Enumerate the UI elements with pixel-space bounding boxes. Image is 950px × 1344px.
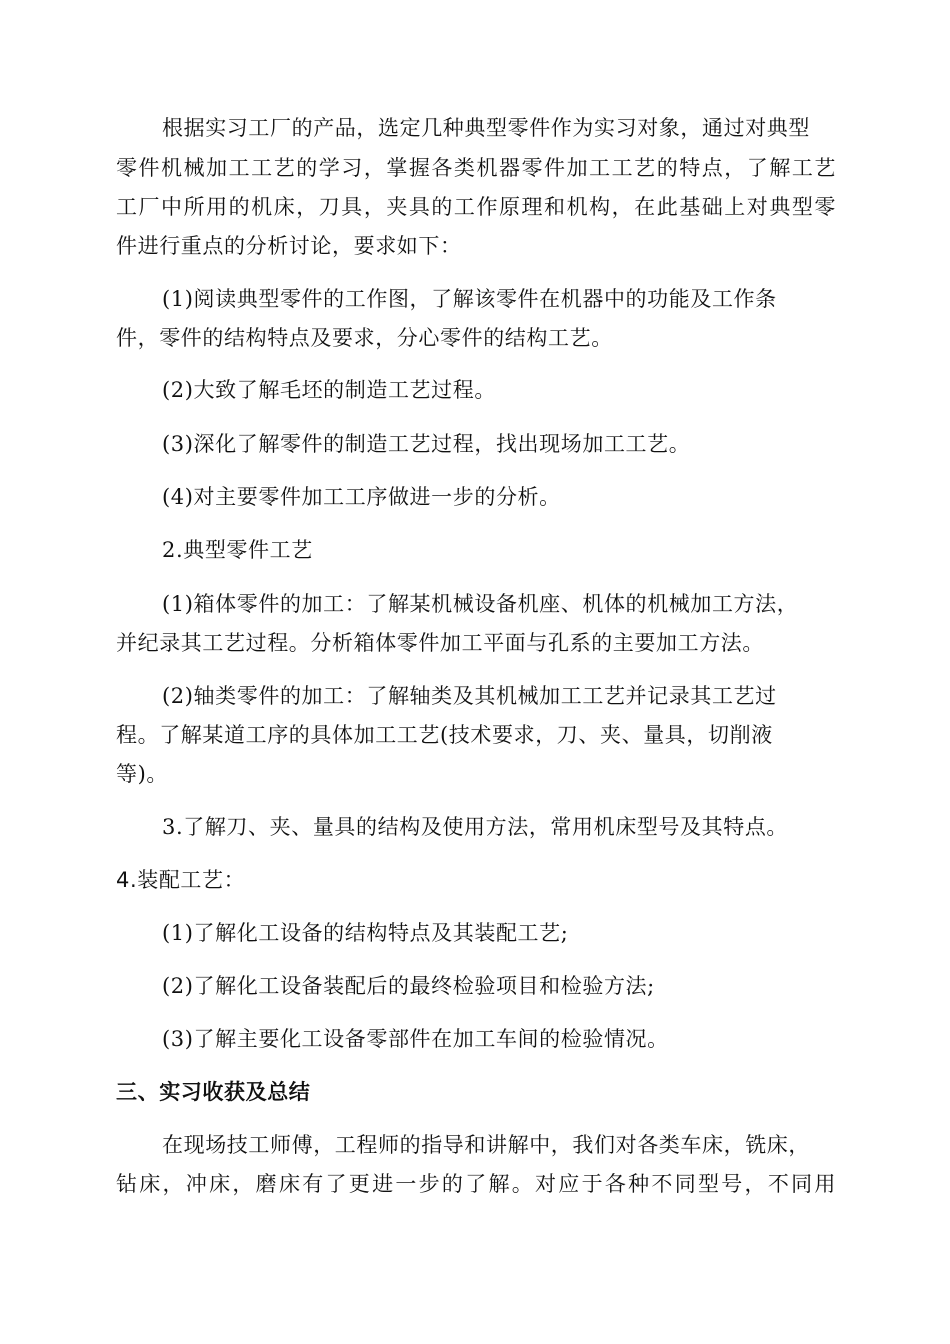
list-item-line: (1)箱体零件的加工：了解某机械设备机座、机体的机械加工方法， bbox=[162, 592, 799, 616]
list-item-line: (2)轴类零件的加工：了解轴类及其机械加工工艺并记录其工艺过 bbox=[162, 684, 777, 708]
text-line: 件进行重点的分析讨论，要求如下： bbox=[116, 234, 462, 258]
list-item-line: (1)了解化工设备的结构特点及其装配工艺; bbox=[162, 921, 569, 945]
list-item-line: (1)阅读典型零件的工作图，了解该零件在机器中的功能及工作条 bbox=[162, 287, 777, 311]
list-item-line: (3)了解主要化工设备零部件在加工车间的检验情况。 bbox=[162, 1027, 669, 1051]
list-item-line: 件，零件的结构特点及要求，分心零件的结构工艺。 bbox=[116, 326, 613, 350]
section-heading: 三、实习收获及总结 bbox=[116, 1080, 311, 1104]
text-line: 根据实习工厂的产品，选定几种典型零件作为实习对象，通过对典型 bbox=[162, 116, 810, 140]
section-subheading: 3.了解刀、夹、量具的结构及使用方法，常用机床型号及其特点。 bbox=[162, 815, 789, 839]
section-subheading: 4.装配工艺： bbox=[116, 868, 246, 892]
list-item-line: 程。了解某道工序的具体加工工艺(技术要求，刀、夹、量具，切削液 bbox=[116, 723, 773, 747]
list-item-line: 并纪录其工艺过程。分析箱体零件加工平面与孔系的主要加工方法。 bbox=[116, 631, 764, 655]
list-item-line: (3)深化了解零件的制造工艺过程，找出现场加工工艺。 bbox=[162, 432, 691, 456]
text-line: 在现场技工师傅，工程师的指导和讲解中，我们对各类车床，铣床， bbox=[162, 1133, 810, 1157]
list-item-line: (2)大致了解毛坯的制造工艺过程。 bbox=[162, 378, 496, 402]
list-item-line: (2)了解化工设备装配后的最终检验项目和检验方法; bbox=[162, 974, 655, 998]
section-subheading: 2.典型零件工艺 bbox=[162, 538, 313, 562]
text-line: 零件机械加工工艺的学习，掌握各类机器零件加工工艺的特点，了解工艺 bbox=[116, 156, 836, 180]
text-line: 工厂中所用的机床，刀具，夹具的工作原理和机构，在此基础上对典型零 bbox=[116, 195, 836, 219]
list-item-line: (4)对主要零件加工工序做进一步的分析。 bbox=[162, 485, 561, 509]
text-line: 钻床，冲床，磨床有了更进一步的了解。对应于各种不同型号，不同用 bbox=[116, 1172, 836, 1196]
list-item-line: 等)。 bbox=[116, 762, 168, 786]
